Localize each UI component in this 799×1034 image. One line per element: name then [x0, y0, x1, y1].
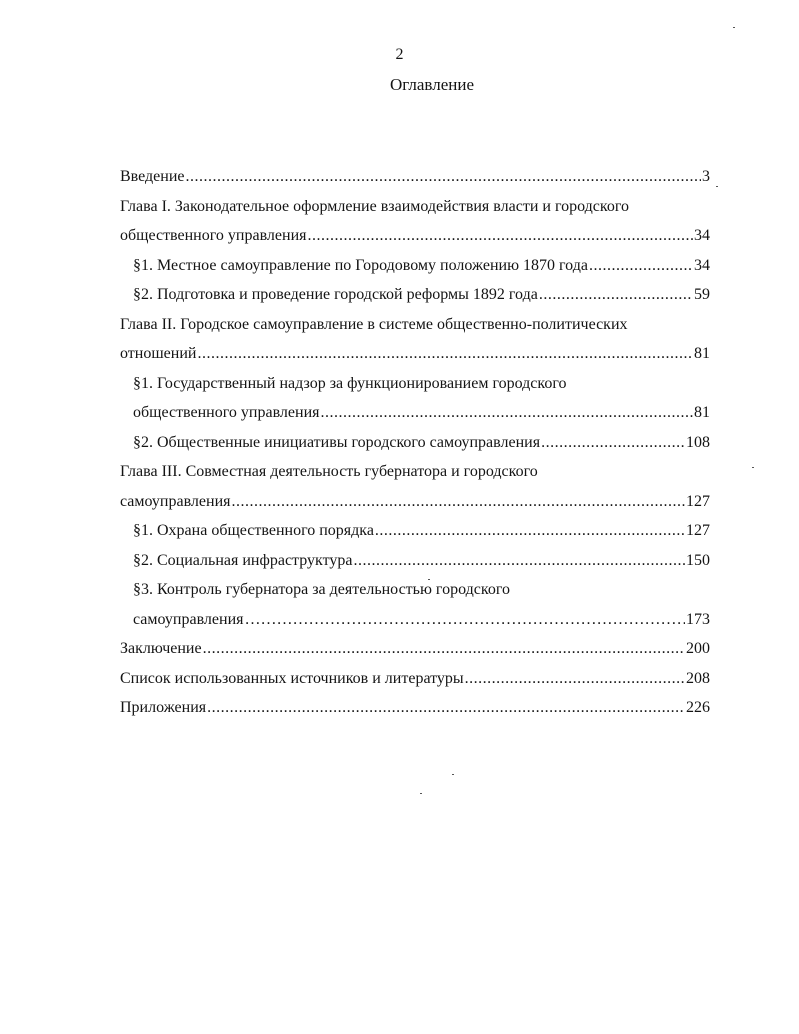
toc-entry-label: отношений: [120, 345, 197, 362]
toc-entry-chapter-3-section-2: [120, 546, 710, 576]
table-of-contents: [120, 162, 710, 723]
toc-entry-label: §2. Подготовка и проведение городской реформы 1892 года: [133, 286, 538, 303]
scan-speck: [452, 774, 454, 775]
toc-entry-page: 34: [694, 227, 710, 244]
toc-entry-chapter-1-section-1: [120, 251, 710, 281]
dot-leader: [245, 605, 686, 635]
toc-entry-introduction: [120, 162, 710, 192]
toc-entry-chapter-1-cont: [120, 221, 710, 251]
toc-entry-label: Глава III. Совместная деятельность губернатора и городского: [120, 463, 538, 480]
toc-entry-label: §2. Социальная инфраструктура: [133, 551, 353, 569]
toc-entry-label: самоуправления: [120, 492, 231, 510]
toc-entry-page: 150: [686, 551, 710, 569]
dot-leader: [197, 339, 693, 369]
toc-entry-label: Приложения: [120, 699, 207, 716]
toc-entry-label: общественного управления: [133, 404, 320, 421]
scan-speck: [752, 467, 754, 468]
toc-entry-page: 108: [686, 433, 710, 451]
toc-entry-label: §1. Охрана общественного порядка: [133, 522, 374, 539]
dot-leader: [541, 428, 685, 458]
toc-entry-chapter-3-section-1: [120, 516, 710, 546]
toc-entry-page: 3: [702, 168, 710, 185]
scan-speck: [420, 793, 422, 794]
toc-entry-chapter-2-section-1-cont: [120, 398, 710, 428]
toc-entry-chapter-3: [120, 457, 710, 487]
toc-entry-label: §3. Контроль губернатора за деятельностью городского: [133, 581, 510, 598]
toc-entry-label: §1. Местное самоуправление по Городовому положению 1870 года: [133, 256, 588, 274]
toc-entry-label: §1. Государственный надзор за функционированием городского: [133, 374, 567, 392]
toc-entry-label: Введение: [120, 168, 185, 185]
toc-entry-sources: [120, 664, 710, 694]
dot-leader: [207, 693, 685, 723]
toc-entry-page: 208: [686, 669, 710, 687]
dot-leader: [353, 546, 685, 576]
toc-entry-page: 34: [694, 256, 710, 274]
toc-entry-label: §2. Общественные инициативы городского самоуправления: [133, 433, 541, 451]
toc-entry-chapter-2: [120, 310, 710, 340]
toc-entry-chapter-3-section-3: [120, 575, 710, 605]
toc-entry-page: 226: [686, 699, 710, 716]
toc-entry-chapter-3-section-3-cont: [120, 605, 710, 635]
toc-entry-chapter-2-section-2: [120, 428, 710, 458]
toc-entry-chapter-2-section-1: [120, 369, 710, 399]
toc-entry-page: 200: [686, 640, 710, 657]
dot-leader: [589, 251, 693, 281]
toc-entry-label: Глава II. Городское самоуправление в системе общественно-политических: [120, 315, 628, 333]
dot-leader: [186, 162, 702, 192]
toc-entry-page: 127: [686, 492, 710, 510]
page-number: 2: [395, 46, 404, 63]
dot-leader: [307, 221, 693, 251]
toc-entry-page: 81: [694, 404, 710, 421]
scan-speck: [733, 27, 735, 28]
toc-entry-label: Заключение: [120, 640, 202, 657]
dot-leader: [203, 634, 685, 664]
dot-leader: [539, 280, 693, 310]
scan-speck: [428, 579, 430, 580]
toc-entry-conclusion: [120, 634, 710, 664]
toc-entry-page: 81: [694, 345, 710, 362]
toc-entry-label: самоуправления: [133, 610, 244, 628]
toc-entry-chapter-1: [120, 192, 710, 222]
dot-leader: [320, 398, 693, 428]
toc-entry-page: 59: [694, 286, 710, 303]
toc-entry-label: Глава I. Законодательное оформление взаимодействия власти и городского: [120, 197, 630, 215]
dot-leader: [375, 516, 685, 546]
dot-leader: [232, 487, 686, 517]
toc-entry-chapter-2-cont: [120, 339, 710, 369]
toc-entry-label: Список использованных источников и литературы: [120, 669, 464, 687]
scan-speck: [716, 186, 718, 187]
toc-entry-chapter-1-section-2: [120, 280, 710, 310]
page-title: Оглавление: [390, 75, 474, 94]
toc-entry-label: общественного управления: [120, 227, 307, 244]
dot-leader: [465, 664, 685, 694]
toc-entry-appendices: [120, 693, 710, 723]
toc-entry-page: 173: [686, 610, 710, 628]
toc-entry-chapter-3-cont: [120, 487, 710, 517]
toc-entry-page: 127: [686, 522, 710, 539]
